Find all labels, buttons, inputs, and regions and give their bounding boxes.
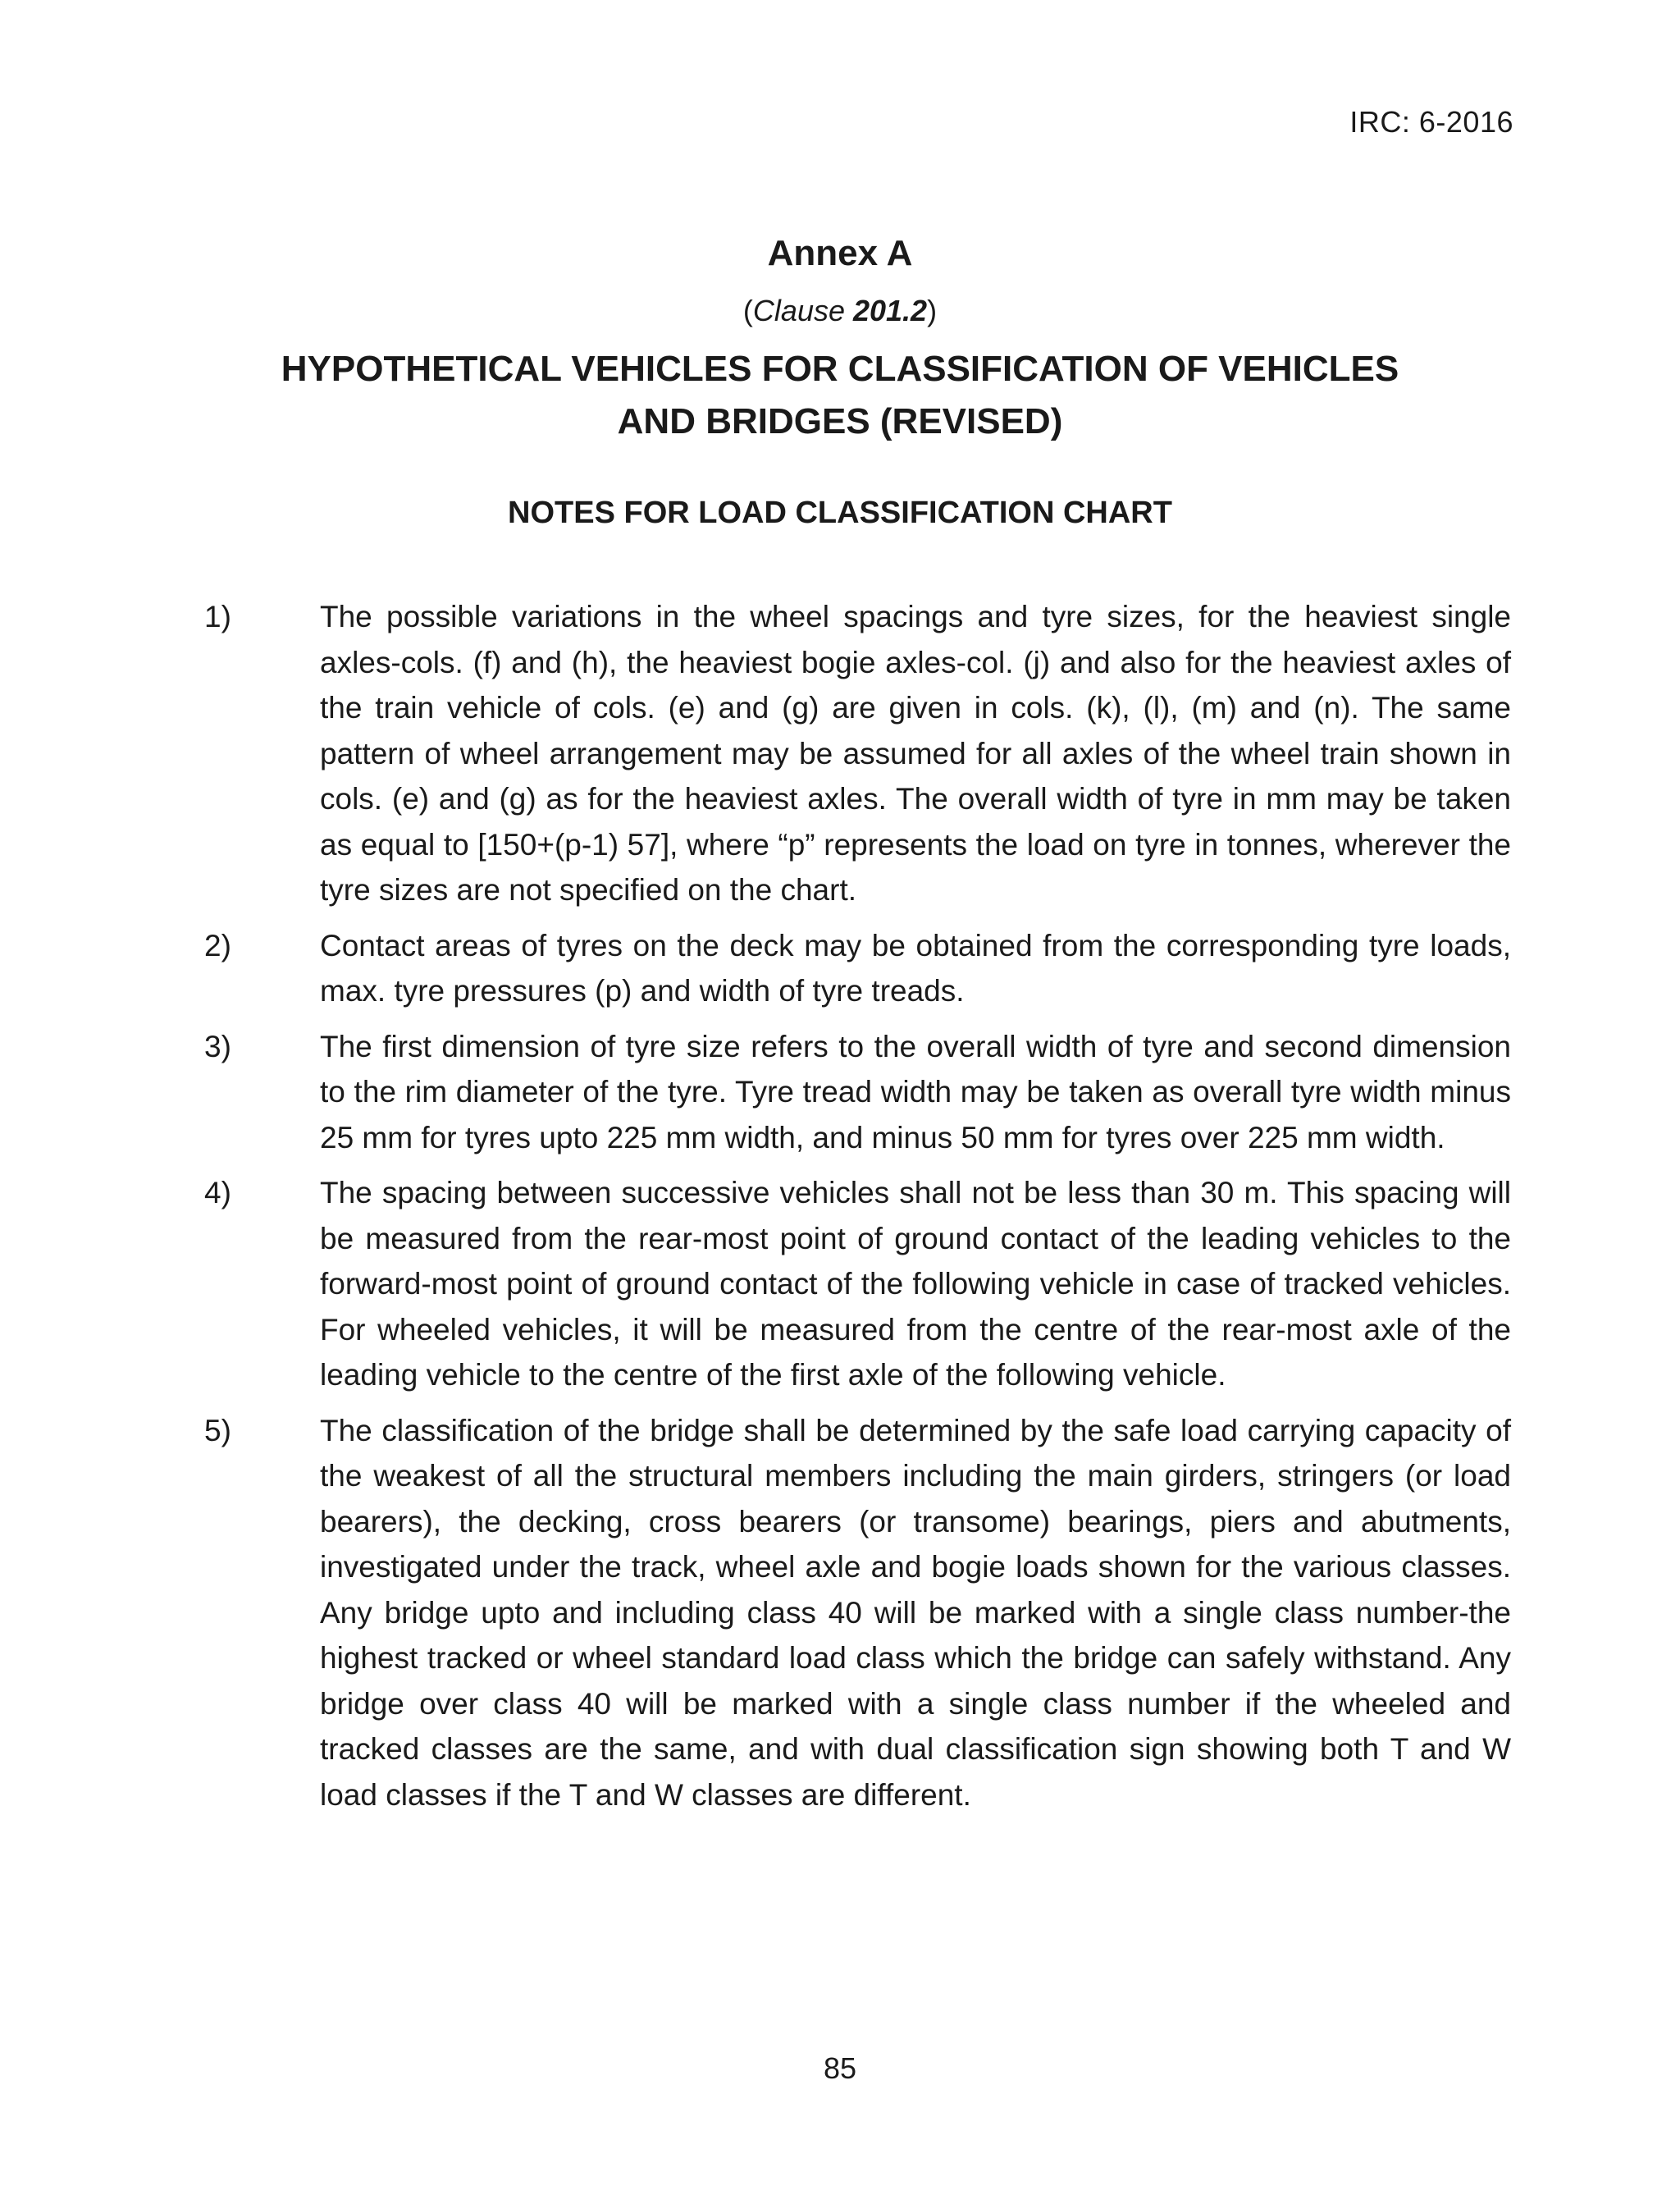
note-number: 2) bbox=[204, 928, 231, 962]
note-text: Contact areas of tyres on the deck may be obtained from the corresponding tyre loads, max. tyre pressures (p) and width of tyre treads. bbox=[320, 928, 1511, 1008]
main-heading-line-1: HYPOTHETICAL VEHICLES FOR CLASSIFICATION OF VEHICLES bbox=[281, 349, 1399, 389]
notes-list bbox=[0, 594, 1680, 1827]
clause-open-paren: ( bbox=[742, 294, 753, 327]
note-text: The first dimension of tyre size refers to the overall width of tyre and second dimension to the rim diameter of the tyre. Tyre tread width may be taken as overall tyre width minus 25 mm for tyres upto 225 mm width, and minus 50 mm for tyres over 225 mm width. bbox=[320, 1029, 1511, 1154]
note-item bbox=[0, 1170, 1680, 1398]
document-code: IRC: 6-2016 bbox=[1349, 105, 1513, 139]
note-item bbox=[0, 1024, 1680, 1161]
note-number: 5) bbox=[204, 1413, 231, 1447]
clause-close-paren: ) bbox=[927, 294, 938, 327]
note-text: The spacing between successive vehicles shall not be less than 30 m. This spacing will be measured from the rear-most point of ground contact of the leading vehicles to the forward-most point of ground contact of the following vehicle in case of tracked vehicles. For wheeled vehicles, it will be measured from the centre of the rear-most axle of the leading vehicle to the centre of the first axle of the following vehicle. bbox=[320, 1176, 1511, 1392]
note-item bbox=[0, 923, 1680, 1014]
notes-heading: NOTES FOR LOAD CLASSIFICATION CHART bbox=[508, 496, 1172, 530]
note-text: The possible variations in the wheel spacings and tyre sizes, for the heaviest single axles-cols. (f) and (h), the heaviest bogie axles-col. (j) and also for the heaviest axles of the train vehicle of cols. (e) and (g) are given in cols. (k), (l), (m) and (n). The same pattern of wheel arrangement may be assumed for all axles of the wheel train shown in cols. (e) and (g) as for the heaviest axles. The overall width of tyre in mm may be taken as equal to [150+(p-1) 57], where “p” represents the load on tyre in tonnes, wherever the tyre sizes are not specified on the chart. bbox=[320, 600, 1511, 907]
main-heading-line-2: AND BRIDGES (REVISED) bbox=[617, 401, 1063, 441]
note-item bbox=[0, 1408, 1680, 1818]
note-text: The classification of the bridge shall be determined by the safe load carrying capacity of the weakest of all the structural members including the main girders, stringers (or load bearers), the decking, cross bearers (or transome) bearings, piers and abutments, investigated under the track, wheel axle and bogie loads shown for the various classes. Any bridge upto and including class 40 will be marked with a single class number-the highest tracked or wheel standard load class which the bridge can safely withstand. Any bridge over class 40 will be marked with a single class number if the wheeled and tracked classes are the same, and with dual classification sign showing both T and W load classes if the T and W classes are different. bbox=[320, 1413, 1511, 1812]
note-number: 1) bbox=[204, 600, 231, 633]
note-number: 3) bbox=[204, 1029, 231, 1063]
clause-reference bbox=[0, 294, 1680, 328]
note-item bbox=[0, 594, 1680, 913]
annex-title: Annex A bbox=[767, 233, 913, 273]
main-heading bbox=[123, 343, 1557, 448]
page-number: 85 bbox=[823, 2051, 857, 2085]
clause-number: 201.2 bbox=[852, 294, 928, 327]
note-number: 4) bbox=[204, 1176, 231, 1209]
clause-word: Clause bbox=[752, 294, 853, 327]
